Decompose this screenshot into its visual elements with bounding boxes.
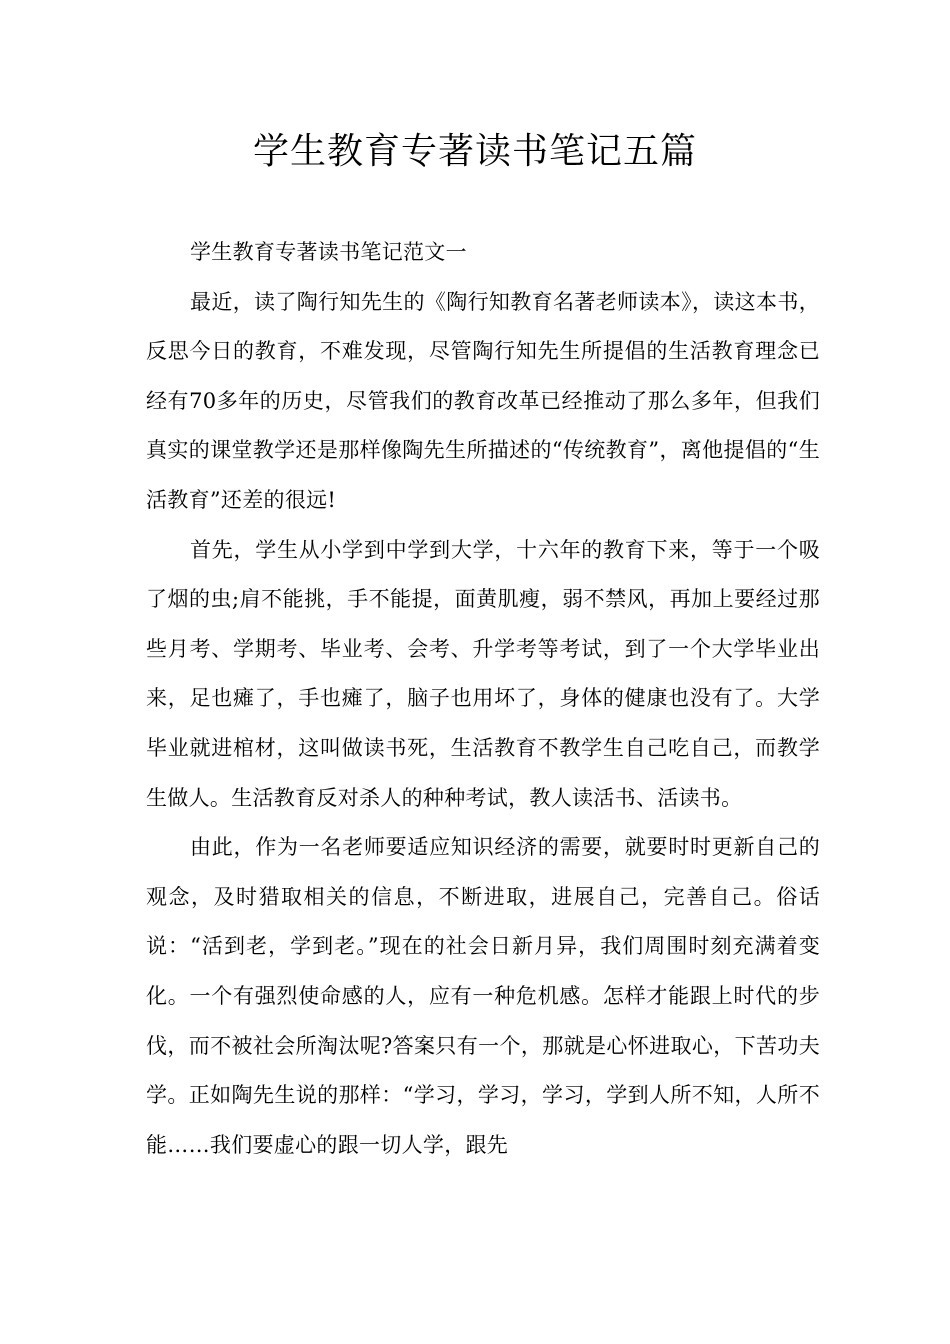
subtitle-paragraph: 学生教育专著读书笔记范文一 [190,240,467,264]
body-paragraph: 首先，学生从小学到中学到大学，十六年的教育下来，等于一个吸了烟的虫;肩不能挑，手不能提，面黄肌瘦，弱不禁风，再加上要经过那些月考、学期考、毕业考、会考、升学考等考试，到了一个大学毕业出来，足也瘫了，手也瘫了，脑子也用坏了，身体的健康也没有了。大学毕业就进棺材，这叫做读书死，生活教育不教学生自己吃自己，而教学生做人。生活教育反对杀人的种种考试，教人读活书、活读书。 [146,537,820,810]
body-paragraph: 最近，读了陶行知先生的《陶行知教育名著老师读本》，读这本书，反思今日的教育，不难发现，尽管陶行知先生所提倡的生活教育理念已经有70多年的历史，尽管我们的教育改革已经推动了那么多年，但我们真实的课堂教学还是那样像陶先生所描述的“传统教育”，离他提倡的“生活教育”还差的很远! [146,289,820,512]
document-title: 学生教育专著读书笔记五篇 [252,131,697,172]
document-body [146,228,820,1170]
body-paragraph: 由此，作为一名老师要适应知识经济的需要，就要时时更新自己的观念，及时猎取相关的信息，不断进取，进展自己，完善自己。俗话说：“活到老，学到老。”现在的社会日新月异，我们周围时刻充满着变化。一个有强烈使命感的人，应有一种危机感。怎样才能跟上时代的步伐，而不被社会所淘汰呢?答案只有一个，那就是心怀进取心，下苦功夫学。正如陶先生说的那样：“学习，学习，学习，学到人所不知，人所不能……我们要虚心的跟一切人学，跟先 [146,835,820,1157]
